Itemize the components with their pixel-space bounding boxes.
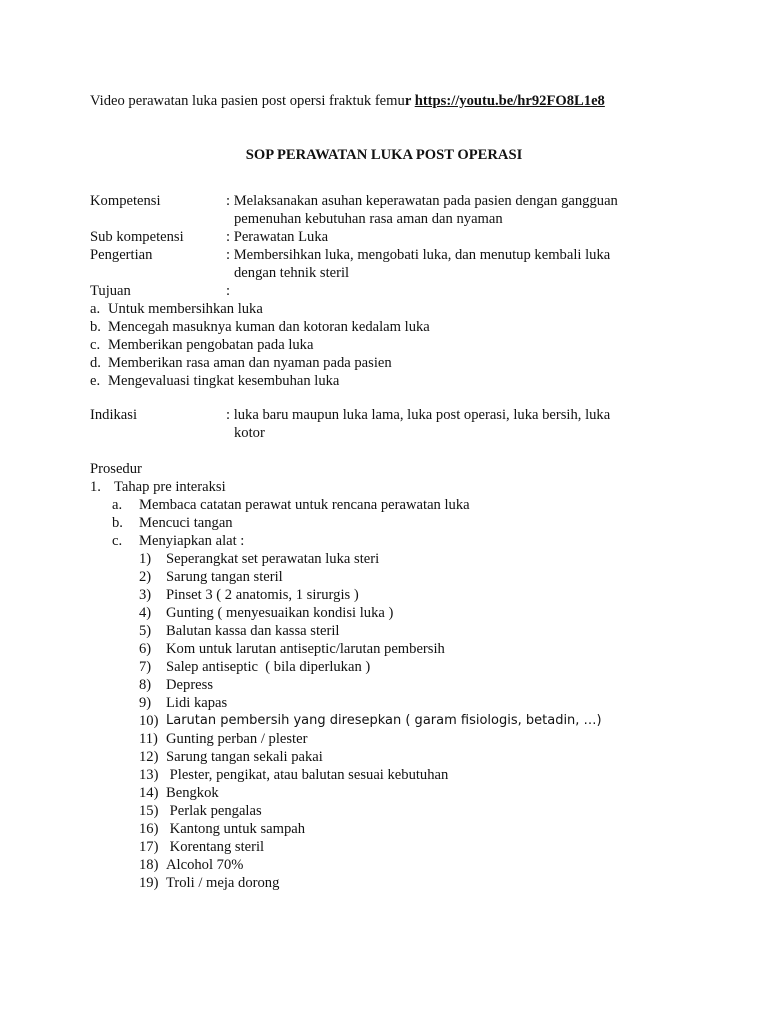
pengertian-label: Pengertian xyxy=(90,247,153,263)
substep-item: Mencuci tangan xyxy=(139,515,233,531)
alat-item: Bengkok xyxy=(166,785,219,801)
alat-item: Gunting ( menyesuaikan kondisi luka ) xyxy=(166,605,394,621)
alat-marker: 19) xyxy=(139,875,159,891)
tujuan-marker: b. xyxy=(90,319,101,335)
tujuan-marker: e. xyxy=(90,373,101,389)
kompetensi-value-line2: pemenuhan kebutuhan rasa aman dan nyaman xyxy=(234,211,503,227)
alat-item: Depress xyxy=(166,677,214,693)
alat-item: Balutan kassa dan kassa steril xyxy=(166,623,340,639)
tujuan-marker: d. xyxy=(90,355,101,371)
pengertian-value-line1: : Membersihkan luka, mengobati luka, dan menutup kembali luka xyxy=(226,247,611,263)
alat-item: Alcohol 70% xyxy=(166,857,244,873)
alat-item: Salep antiseptic ( bila diperlukan ) xyxy=(166,659,371,675)
step-title: Tahap pre interaksi xyxy=(114,479,226,495)
alat-marker: 9) xyxy=(139,695,152,711)
tujuan-item: Mengevaluasi tingkat kesembuhan luka xyxy=(108,373,340,389)
intro-line xyxy=(90,92,605,110)
substep-marker: a. xyxy=(112,497,123,513)
substep-item: Menyiapkan alat : xyxy=(139,533,245,549)
alat-item: Sarung tangan steril xyxy=(166,569,283,585)
alat-item: Pinset 3 ( 2 anatomis, 1 sirurgis ) xyxy=(166,587,359,603)
kompetensi-value-line1: : Melaksanakan asuhan keperawatan pada pasien dengan gangguan xyxy=(226,193,618,209)
alat-item: Larutan pembersih yang diresepkan ( garam fisiologis, betadin, …) xyxy=(166,713,602,728)
alat-item: Sarung tangan sekali pakai xyxy=(166,749,323,765)
alat-marker: 16) xyxy=(139,821,159,837)
tujuan-marker: c. xyxy=(90,337,101,353)
alat-item: Lidi kapas xyxy=(166,695,228,711)
alat-marker: 18) xyxy=(139,857,159,873)
alat-marker: 1) xyxy=(139,551,152,567)
alat-marker: 6) xyxy=(139,641,152,657)
tujuan-item: Untuk membersihkan luka xyxy=(108,301,263,317)
alat-item: Gunting perban / plester xyxy=(166,731,308,747)
alat-marker: 17) xyxy=(139,839,159,855)
alat-marker: 4) xyxy=(139,605,152,621)
tujuan-item: Mencegah masuknya kuman dan kotoran kedalam luka xyxy=(108,319,430,335)
tujuan-marker: a. xyxy=(90,301,101,317)
alat-marker: 15) xyxy=(139,803,159,819)
alat-item: Korentang steril xyxy=(166,839,265,855)
tujuan-colon: : xyxy=(226,283,231,299)
youtube-link[interactable]: https://youtu.be/hr92FO8L1e8 xyxy=(414,93,605,109)
tujuan-label: Tujuan xyxy=(90,283,131,299)
alat-marker: 3) xyxy=(139,587,152,603)
indikasi-value-line1: : luka baru maupun luka lama, luka post operasi, luka bersih, luka xyxy=(226,407,611,423)
indikasi-label: Indikasi xyxy=(90,407,138,423)
alat-item: Plester, pengikat, atau balutan sesuai kebutuhan xyxy=(166,767,449,783)
tujuan-item: Memberikan pengobatan pada luka xyxy=(108,337,314,353)
alat-marker: 13) xyxy=(139,767,159,783)
alat-marker: 14) xyxy=(139,785,159,801)
alat-item: Seperangkat set perawatan luka steri xyxy=(166,551,380,567)
alat-item: Perlak pengalas xyxy=(166,803,262,819)
prosedur-label: Prosedur xyxy=(90,461,142,477)
indikasi-value-line2: kotor xyxy=(234,425,265,441)
alat-marker: 10) xyxy=(139,713,159,729)
alat-marker: 5) xyxy=(139,623,152,639)
substep-marker: b. xyxy=(112,515,123,531)
kompetensi-label: Kompetensi xyxy=(90,193,161,209)
substep-item: Membaca catatan perawat untuk rencana perawatan luka xyxy=(139,497,470,513)
sub-kompetensi-value: : Perawatan Luka xyxy=(226,229,329,245)
alat-marker: 2) xyxy=(139,569,152,585)
alat-item: Kom untuk larutan antiseptic/larutan pembersih xyxy=(166,641,445,657)
step-marker: 1. xyxy=(90,479,101,495)
intro-text-bold: r xyxy=(404,93,415,109)
sub-kompetensi-label: Sub kompetensi xyxy=(90,229,184,245)
document-title: SOP PERAWATAN LUKA POST OPERASI xyxy=(245,147,523,163)
intro-text: Video perawatan luka pasien post opersi fraktuk femu xyxy=(90,93,405,109)
substep-marker: c. xyxy=(112,533,123,549)
alat-marker: 8) xyxy=(139,677,152,693)
alat-marker: 7) xyxy=(139,659,152,675)
tujuan-item: Memberikan rasa aman dan nyaman pada pasien xyxy=(108,355,392,371)
alat-marker: 11) xyxy=(139,731,158,747)
alat-marker: 12) xyxy=(139,749,159,765)
alat-item: Kantong untuk sampah xyxy=(166,821,306,837)
alat-item: Troli / meja dorong xyxy=(166,875,280,891)
pengertian-value-line2: dengan tehnik steril xyxy=(234,265,350,281)
